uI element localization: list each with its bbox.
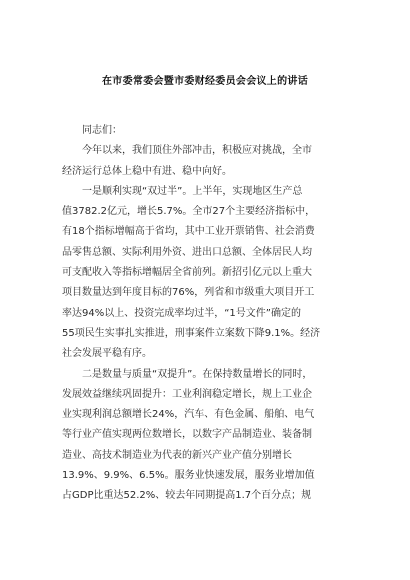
paragraph-line: 55项民生实事扎实推进，刑事案件立案数下降9.1%。经济 xyxy=(62,327,321,339)
paragraph-line: 占GDP比重达52.2%、较去年同期提高1.7个百分点；规 xyxy=(62,490,312,502)
paragraph-line: 值3782.2亿元，增长5.7%。全市27个主要经济指标中， xyxy=(62,206,316,218)
paragraph-line: 社会发展平稳有序。 xyxy=(62,348,152,360)
paragraph-line: 一是顺利实现“双过半”。上半年，实现地区生产总 xyxy=(82,185,303,197)
paragraph-line: 品零售总额、实际利用外资、进出口总额、全体居民人均 xyxy=(62,246,312,258)
paragraph-line: 二是数量与质量“双提升”。在保持数量增长的同时， xyxy=(82,368,313,380)
paragraph-line: 率达94%以上、投资完成率均过半，“1号文件”确定的 xyxy=(62,307,301,319)
paragraph-line: 业实现利润总额增长24%，汽车、有色金属、船舶、电气 xyxy=(62,409,315,421)
paragraph-line: 项目数量达到年度目标的76%，列省和市级重大项目开工 xyxy=(62,287,315,299)
document-body xyxy=(62,121,354,507)
paragraph-line: 13.9%、9.9%、6.5%。服务业快速发展，服务业增加值 xyxy=(62,470,315,482)
paragraph-line: 等行业产值实现两位数增长，以数字产品制造业、装备制 xyxy=(62,429,312,441)
paragraph-line: 造业、高技术制造业为代表的新兴产业产值分别增长 xyxy=(62,449,292,461)
document-title: 在市委常委会暨市委财经委员会会议上的讲话 xyxy=(102,76,308,87)
paragraph-line: 今年以来，我们顶住外部冲击，积极应对挑战，全市 xyxy=(82,145,312,157)
paragraph-line: 有18个指标增幅高于省均，其中工业开票销售、社会消费 xyxy=(62,226,315,238)
paragraph-line: 发展效益继续巩固提升：工业利润稳定增长，规上工业企 xyxy=(62,388,312,400)
paragraph-line: 经济运行总体上稳中有进、稳中向好。 xyxy=(62,165,232,177)
paragraph-line: 可支配收入等指标增幅居全省前列。新招引亿元以上重大 xyxy=(62,267,312,279)
salutation: 同志们： xyxy=(82,125,122,136)
